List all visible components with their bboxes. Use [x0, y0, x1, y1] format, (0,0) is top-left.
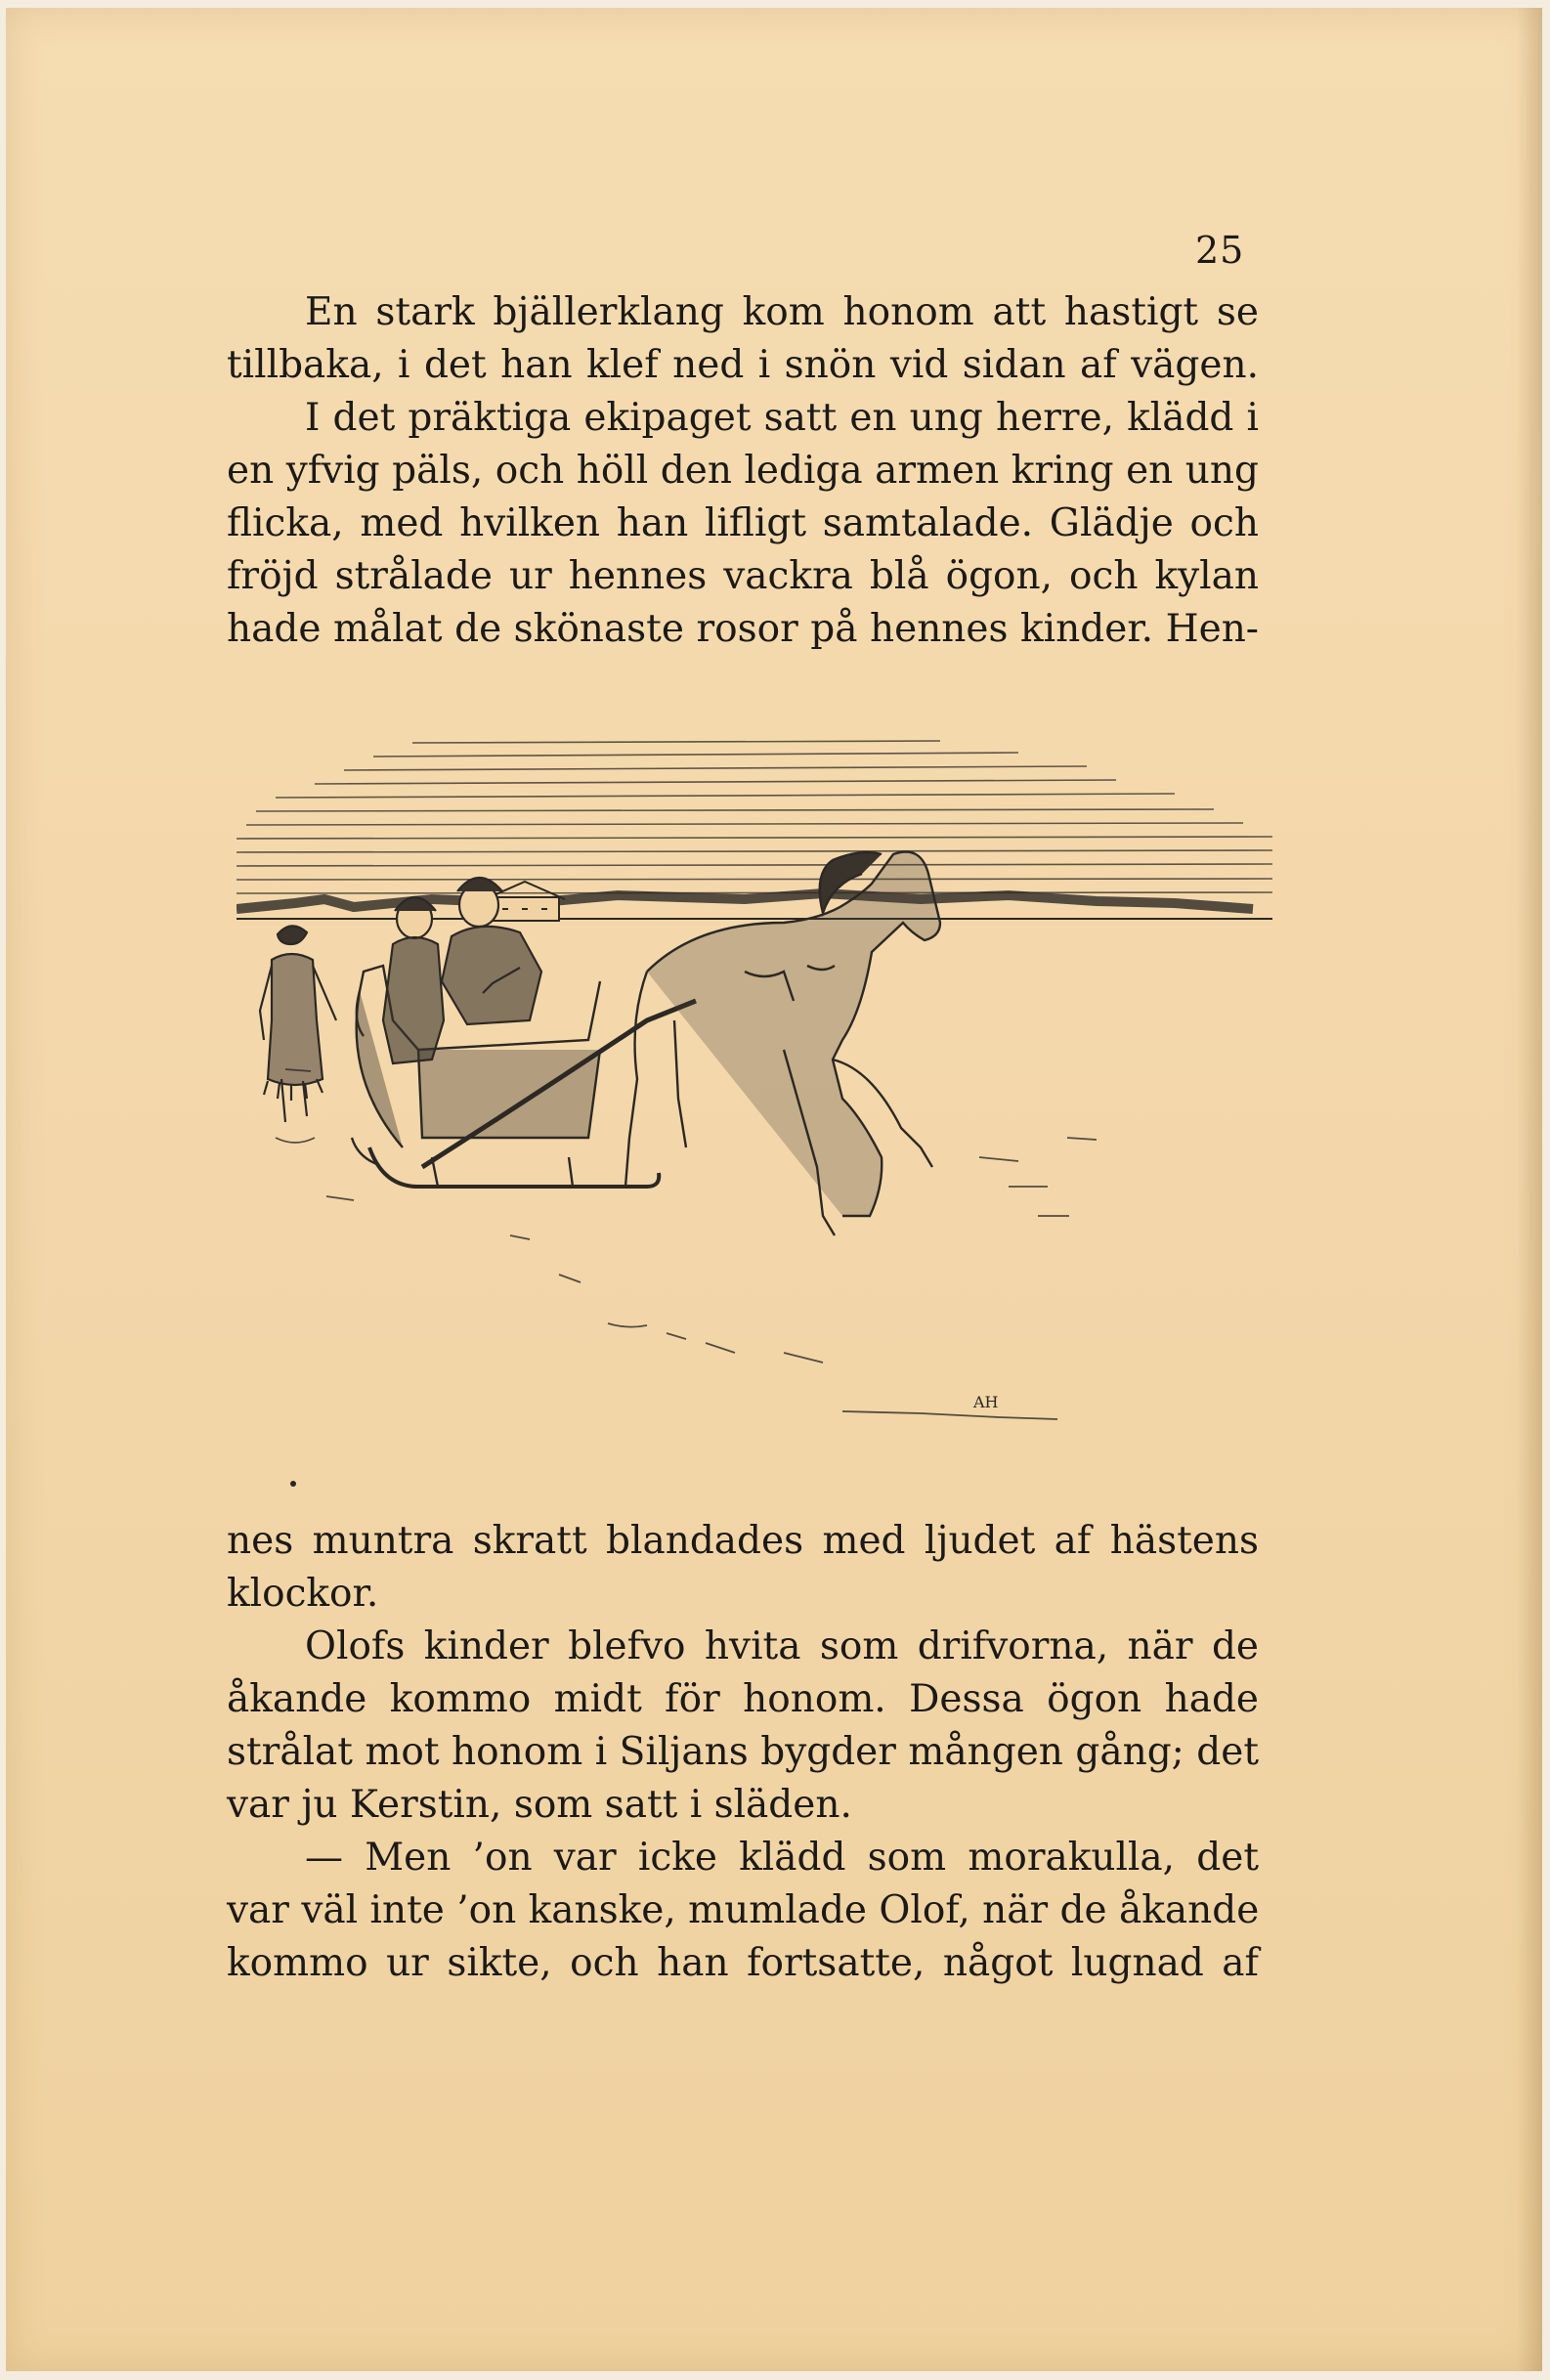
- text-line: I det präktiga ekipaget satt en ung herre, klädd i: [305, 396, 1259, 440]
- text-line: var väl inte ’on kanske, mumlade Olof, när de åkande: [227, 1888, 1260, 1932]
- sleigh-illustration: [237, 727, 1282, 1450]
- text-line: klockor.: [227, 1572, 379, 1616]
- text-line: tillbaka, i det han klef ned i snön vid sidan af vägen.: [227, 343, 1259, 387]
- artist-signature: AH: [973, 1393, 999, 1411]
- man-standing: [260, 926, 336, 1122]
- text-line: kommo ur sikte, och han fortsatte, något lugnad af: [227, 1941, 1259, 1985]
- text-block-top: [227, 286, 1259, 656]
- page-number: 25: [1195, 229, 1245, 272]
- walking-man-icon: [237, 913, 245, 932]
- text-line: en yfvig päls, och höll den lediga armen kring en ung: [227, 449, 1259, 493]
- text-line: — Men ’on var icke klädd som morakulla, det: [305, 1836, 1259, 1880]
- ink-dot: [290, 1481, 296, 1487]
- book-page: [6, 8, 1542, 2371]
- sky-hatching: [237, 741, 1272, 893]
- text-block-bottom: [227, 1515, 1259, 1990]
- horse-icon: [625, 852, 940, 1236]
- woman-passenger-icon: [383, 897, 444, 1063]
- treeline: [237, 893, 1253, 909]
- text-line: Olofs kinder blefvo hvita som drifvorna, när de: [305, 1624, 1259, 1668]
- text-line: nes muntra skratt blandades med ljudet af hästens: [227, 1519, 1259, 1563]
- text-line: flicka, med hvilken han lifligt samtalade. Glädje och: [227, 501, 1259, 545]
- text-line: hade målat de skönaste rosor på hennes kinder. Hen-: [227, 607, 1259, 651]
- text-line: åkande kommo midt för honom. Dessa ögon hade: [227, 1677, 1259, 1721]
- text-line: fröjd strålade ur hennes vackra blå ögon, och kylan: [227, 554, 1259, 598]
- text-line: En stark bjällerklang kom honom att hastigt se: [305, 290, 1259, 334]
- text-line: var ju Kerstin, som satt i släden.: [227, 1783, 852, 1827]
- snow-marks: [276, 1069, 1097, 1419]
- text-line: strålat mot honom i Siljans bygder mången gång; det: [227, 1730, 1259, 1774]
